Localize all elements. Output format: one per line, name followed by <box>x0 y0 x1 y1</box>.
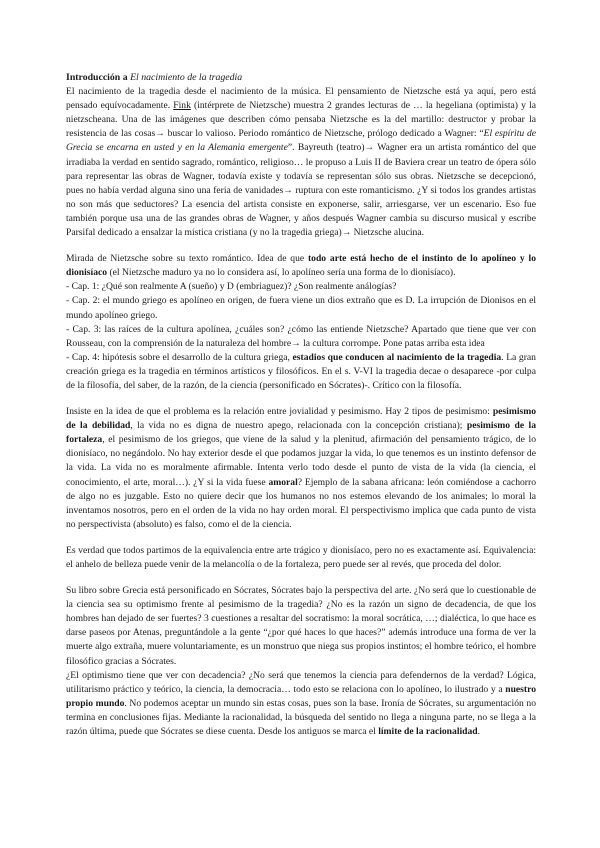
text-run: ¿El optimismo tiene que ver con decadencia? ¿No será que tenemos la ciencia para defendernos de la verdad? Lógica, utilitarismo práctico y teórico, la ciencia, la democracia… todo esto se relaciona con lo apolíneo, lo ilustrado y a <box>66 669 536 695</box>
paragraph-equivalence: Es verdad que todos partimos de la equivalencia entre arte trágico y dionisíaco, pero no es exactamente así. Equivalencia: el anhelo de belleza puede venir de la melancolía o de la fortaleza, pero puede ser al revés, que proceda del dolor. <box>66 544 536 570</box>
chapter-item-4 <box>66 351 536 393</box>
bold-fortaleza: pesimismo de la fortaleza <box>66 420 537 446</box>
document-title <box>66 71 536 85</box>
bold-estadios: estadios que conducen al nacimiento de la tragedia <box>292 351 502 363</box>
chapter-item-1: - Cap. 1: ¿Qué son realmente A (sueño) y D (embriaguez)? ¿Son realmente análogías? <box>66 281 397 293</box>
link-fink: Fink <box>173 100 191 112</box>
chapter-item-3: - Cap. 3: las raíces de la cultura apolínea, ¿cuáles son? ¿cómo las entiende Nietzsche? Apartado que tiene que ver con Rousseau, con la comprensión de la naturaleza del hombre→ la cultura corrompe. Pone patas arriba esta idea <box>66 323 536 349</box>
text-run: , el pesimismo de los griegos, que viene de la salud y la plenitud, afirmación del pensamiento trágico, de lo dionisíaco, no negándolo. No hay exterior desde el que podamos juzgar la vida, lo que tenemos es un instinto defensor de la vida. La vida no es moralmente afirmable. Intenta verlo todo desde el punto de vista de la vida (la ciencia, el conocimiento, el arte, moral…). ¿Y si la vida fuese <box>66 434 536 488</box>
bold-amoral: amoral <box>268 476 298 488</box>
text-run: Mirada de Nietzsche sobre su texto romántico. Idea de que <box>66 253 308 265</box>
title-prefix: Introducción a <box>66 72 131 83</box>
title-work: El nacimiento de la tragedia <box>130 72 243 83</box>
text-run: (intérprete de Nietzsche) muestra 2 grandes lecturas de … la hegeliana (optimista) y la nietzscheana. Una de las imágenes que describen cómo pensaba Nietzsche es la del martillo: destructor y probar la resistencia de las cosas→ buscar lo valioso. Periodo romántico de Nietzsche, prólogo dedicado a Wagner: “ <box>66 100 536 140</box>
text-run: . <box>477 726 481 738</box>
paragraph-intro <box>66 85 536 240</box>
bold-apolineo-dionisiaco: todo arte está hecho de el instinto de lo apolíneo y lo dionisíaco <box>66 253 536 279</box>
text-run: , la vida no es digna de nuestro apego, relacionada con la concepción cristiana); <box>130 420 467 432</box>
chapter-item-2: - Cap. 2: el mundo griego es apolíneo en origen, de fuera viene un dios extraño que es D. La irrupción de Dionisos en el mundo apolíneo griego. <box>66 295 536 321</box>
text-run: Insiste en la idea de que el problema es la relación entre jovialidad y pesimismo. Hay 2 tipos de pesimismo: <box>66 406 493 418</box>
text-run: - Cap. 4: hipótesis sobre el desarrollo de la cultura griega, <box>66 351 293 363</box>
text-run: ”. Bayreuth (teatro)→ Wagner era un artista romántico del que irradiaba la verdad en sentido sagrado, romántico, religioso… le propuso a Luis II de Baviera crear un teatro de ópera sólo para representar las obras de Wagner, todavía existe y todavía se representan sólo sus obras. Nietzsche se decepcionó, pues no había verdad alguna sino una feria de vanidades→ ruptura con este romanticismo. ¿Y si todos los grandes artistas no son más que seductores? La esencia del artista consiste en exponerse, salir, arriesgarse, ver un escenario. Eso fue también porque usa una de las grandes obras de Wagner, y años después Wagner cambia su discurso musical y escribe Parsifal dedicado a ensalzar la mística cristiana (y no la tragedia griega)→ Nietzsche alucina. <box>66 142 536 239</box>
text-run: . No podemos aceptar un mundo sin estas cosas, pues son la base. Ironía de Sócrates, su argumentación no termina en conclusiones fijas. Mediante la racionalidad, la búsqueda del sentido no llega a ninguna parte, no se llega a la razón última, puede que Sócrates se diese cuenta. Desde los antiguos se marca el <box>66 697 536 738</box>
quote-wagner: El espíritu de Grecia se encarna en usted y en la Alemania emergente <box>66 128 536 154</box>
paragraph-socrates: Su libro sobre Grecia está personificado en Sócrates, Sócrates bajo la perspectiva del arte. ¿No será que lo cuestionable de la ciencia sea su optimismo frente al pesimismo de la tragedia? ¿No es la razón un signo de decadencia, de que los hombres han dejado de ser fuertes? 3 cuestiones a resaltar del socratismo: la moral socrática, …; dialéctica, lo que hace es darse paseos por Atenas, preguntándole a la gente “¿por qué haces lo que haces?” además introduce una forma de ver la muerte algo extraña, muere voluntariamente, es un monstruo que niega sus propios instintos; el hombre teórico, el hombre filosófico gracias a Sócrates. <box>66 585 536 667</box>
paragraph-optimism <box>66 669 536 739</box>
paragraph-chapters <box>66 252 536 280</box>
bold-propio-mundo: nuestro propio mundo <box>66 683 536 709</box>
bold-debilidad: pesimismo de la debilidad <box>66 406 536 432</box>
text-run: El nacimiento de la tragedia desde el nacimiento de la música. El pensamiento de Nietzsche está ya aquí, pero está pensado equívocadamente. <box>66 86 536 112</box>
paragraph-pessimism <box>66 405 536 532</box>
text-run: (el Nietzsche maduro ya no lo considera así, lo apolíneo sería una forma de lo dionisíaco). <box>107 267 456 279</box>
text-run: . La gran creación griega es la tragedia en términos artísticos y filosóficos. En el s. V-VI la tragedia decae o desaparece -por culpa de la filosofía, del saber, de la razón, de la ciencia (personificado en Sócrates)-. Crítico con la filosofía. <box>66 351 536 391</box>
bold-limite: límite de la racionalidad <box>378 726 478 738</box>
text-run: ? Ejemplo de la sabana africana: león comiéndose a cachorro de algo no es juzgable. Esto no quiere decir que los humanos no nos estemos elevando de los animales; lo moral la inventamos nosotros, pero en el orden de la vida no hay orden moral. El perspectivismo implica que cada punto de vista no perspectivista (absoluto) es falso, como el de la ciencia. <box>66 476 536 530</box>
